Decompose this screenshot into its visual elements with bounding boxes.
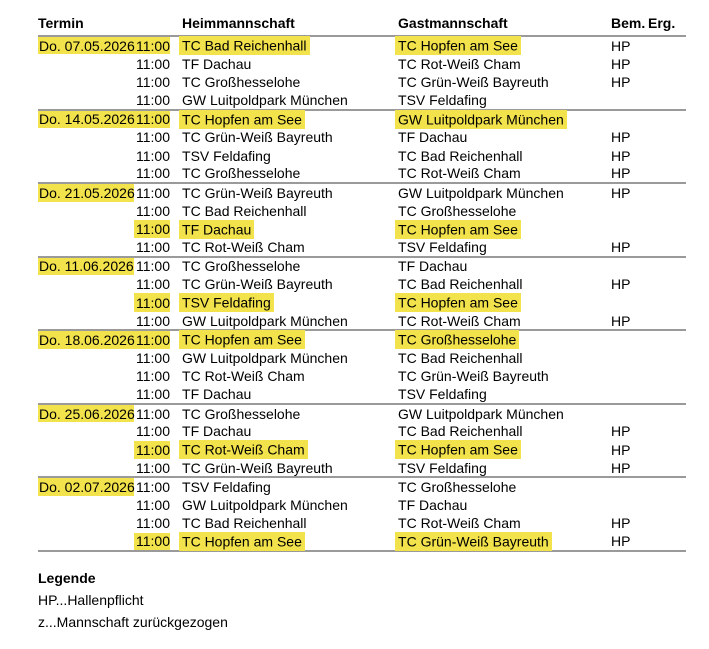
match-row <box>38 533 686 551</box>
termin-time-cell: 11:00 <box>136 37 170 54</box>
legend-item-z: z...Mannschaft zurückgezogen <box>38 613 228 630</box>
termin-time-cell: 11:00 <box>136 258 170 275</box>
home-team-cell-text: TF Dachau <box>179 220 254 239</box>
home-team-cell: TC Großhesselohe <box>182 165 301 182</box>
match-row <box>38 73 686 91</box>
termin-date-cell: Do. 07.05.2026 <box>39 37 135 54</box>
home-team-cell: TF Dachau <box>182 423 252 440</box>
termin-time-cell: 11:00 <box>136 441 170 458</box>
bemerkung-cell: HP <box>611 183 648 201</box>
match-row <box>38 202 686 220</box>
guest-team-cell-text: TC Hopfen am See <box>395 293 521 312</box>
termin-time-cell: 11:00 <box>136 276 170 293</box>
termin-date-cell <box>38 533 134 551</box>
termin-date-cell: Do. 02.07.2026 <box>39 479 135 496</box>
guest-team-cell: TSV Feldafing <box>398 91 487 108</box>
home-team-cell-text: TC Hopfen am See <box>179 110 305 129</box>
termin-time-cell: 11:00 <box>136 294 170 311</box>
termin-time-cell: 11:00 <box>136 331 170 348</box>
termin-time-cell: 11:00 <box>136 459 170 476</box>
bemerkung-cell <box>611 202 648 220</box>
home-team-cell: TSV Feldafing <box>182 147 271 164</box>
date-group <box>38 257 686 331</box>
home-team-cell-text: TSV Feldafing <box>179 293 274 312</box>
bemerkung-cell: HP <box>611 423 631 440</box>
bemerkung-cell: HP <box>611 37 631 54</box>
guest-team-cell-text: GW Luitpoldpark München <box>395 110 567 129</box>
termin-date-cell <box>38 459 134 477</box>
termin-date-cell <box>38 165 134 183</box>
home-team-cell: TF Dachau <box>182 55 252 72</box>
column-header-termin: Termin <box>38 12 170 36</box>
termin-date-cell <box>38 349 134 367</box>
ergebnis-cell <box>648 110 686 128</box>
bemerkung-cell <box>611 477 648 495</box>
termin-time-cell: 11:00 <box>136 533 170 550</box>
bemerkung-cell <box>611 385 648 403</box>
guest-team-cell: TC Rot-Weiß Cham <box>398 312 521 329</box>
date-group <box>38 183 686 257</box>
match-row <box>38 404 686 422</box>
termin-date-cell <box>38 275 134 293</box>
termin-time-cell: 11:00 <box>136 221 170 238</box>
termin-date-cell <box>38 496 134 514</box>
termin-date-cell <box>38 238 134 256</box>
ergebnis-cell <box>648 459 686 477</box>
home-team-cell <box>170 293 398 311</box>
termin-time-cell: 11:00 <box>136 91 170 108</box>
ergebnis-cell <box>648 36 686 54</box>
ergebnis-cell <box>648 367 686 385</box>
ergebnis-cell <box>648 477 686 495</box>
termin-time-cell: 11:00 <box>136 312 170 329</box>
termin-date-cell <box>38 146 134 164</box>
termin-time-cell: 11:00 <box>136 368 170 385</box>
termin-date-cell <box>38 441 134 459</box>
match-row <box>38 128 686 146</box>
bemerkung-cell <box>611 293 648 311</box>
legend-title: Legende <box>38 569 96 586</box>
guest-team-cell: TC Großhesselohe <box>398 202 517 219</box>
ergebnis-cell <box>648 496 686 514</box>
guest-team-cell-text: TC Hopfen am See <box>395 220 521 239</box>
guest-team-cell-text: TC Hopfen am See <box>395 36 521 55</box>
guest-team-cell: TC Grün-Weiß Bayreuth <box>398 73 549 90</box>
home-team-cell: GW Luitpoldpark München <box>182 312 348 329</box>
guest-team-cell: TC Großhesselohe <box>398 477 611 495</box>
ergebnis-cell <box>648 91 686 109</box>
home-team-cell-text: TC Hopfen am See <box>179 532 305 551</box>
ergebnis-cell <box>648 146 686 164</box>
home-team-cell <box>170 110 398 128</box>
termin-date-cell <box>38 220 134 238</box>
home-team-cell: TC Rot-Weiß Cham <box>182 238 305 255</box>
guest-team-cell <box>398 220 611 238</box>
ergebnis-cell <box>648 514 686 532</box>
guest-team-cell-text: TC Grün-Weiß Bayreuth <box>395 532 552 551</box>
column-header-erg: Erg. <box>648 12 686 36</box>
ergebnis-cell <box>648 312 686 330</box>
termin-date-cell: Do. 11.06.2026 <box>39 258 134 275</box>
home-team-cell: GW Luitpoldpark München <box>182 91 348 108</box>
home-team-cell: TC Grün-Weiß Bayreuth <box>170 183 398 201</box>
match-row <box>38 422 686 440</box>
match-row <box>38 91 686 109</box>
bemerkung-cell: HP <box>611 441 631 458</box>
termin-date-cell: Do. 25.06.2026 <box>39 405 135 422</box>
match-row <box>38 330 686 348</box>
home-team-cell: TC Rot-Weiß Cham <box>182 368 305 385</box>
bemerkung-cell: HP <box>611 238 631 255</box>
home-team-cell-text: TC Bad Reichenhall <box>179 36 310 55</box>
home-team-cell: GW Luitpoldpark München <box>182 496 348 513</box>
match-row <box>38 367 686 385</box>
bemerkung-cell <box>611 367 648 385</box>
match-row <box>38 385 686 403</box>
termin-time-cell: 11:00 <box>136 479 170 496</box>
match-row <box>38 165 686 183</box>
ergebnis-cell <box>648 349 686 367</box>
guest-team-cell: TSV Feldafing <box>398 459 487 476</box>
match-row <box>38 54 686 72</box>
match-row <box>38 257 686 275</box>
home-team-cell-text: TC Hopfen am See <box>179 330 305 349</box>
guest-team-cell: TC Bad Reichenhall <box>398 423 523 440</box>
guest-team-cell <box>398 533 611 551</box>
bemerkung-cell: HP <box>611 165 631 182</box>
bemerkung-cell: HP <box>611 459 631 476</box>
termin-time-cell: 11:00 <box>136 165 170 182</box>
match-schedule-table <box>38 12 686 552</box>
termin-date-cell: Do. 14.05.2026 <box>39 111 135 128</box>
ergebnis-cell <box>648 441 686 459</box>
termin-time-cell: 11:00 <box>136 202 170 219</box>
ergebnis-cell <box>648 183 686 201</box>
home-team-cell: TC Bad Reichenhall <box>182 202 307 219</box>
home-team-cell: TC Grün-Weiß Bayreuth <box>182 459 333 476</box>
termin-date-cell <box>38 128 134 146</box>
termin-time-cell: 11:00 <box>136 349 170 366</box>
termin-time-cell: 11:00 <box>136 147 170 164</box>
termin-date-cell <box>38 293 134 311</box>
guest-team-cell: TF Dachau <box>398 129 468 146</box>
home-team-cell <box>170 533 398 551</box>
ergebnis-cell <box>648 220 686 238</box>
home-team-cell: TC Grün-Weiß Bayreuth <box>182 129 333 146</box>
home-team-cell: TC Grün-Weiß Bayreuth <box>182 276 333 293</box>
match-row <box>38 293 686 311</box>
header-row <box>38 12 686 36</box>
ergebnis-cell <box>648 385 686 403</box>
match-row <box>38 441 686 459</box>
bemerkung-cell <box>611 330 648 348</box>
guest-team-cell <box>398 441 611 459</box>
bemerkung-cell: HP <box>611 533 631 550</box>
guest-team-cell <box>398 330 611 348</box>
home-team-cell <box>170 220 398 238</box>
ergebnis-cell <box>648 73 686 91</box>
date-group <box>38 36 686 110</box>
termin-date-cell <box>38 54 134 72</box>
ergebnis-cell <box>648 165 686 183</box>
ergebnis-cell <box>648 330 686 348</box>
ergebnis-cell <box>648 54 686 72</box>
termin-time-cell: 11:00 <box>136 238 170 255</box>
bemerkung-cell <box>611 349 648 367</box>
match-row <box>38 496 686 514</box>
guest-team-cell: TC Grün-Weiß Bayreuth <box>398 368 549 385</box>
guest-team-cell: TC Rot-Weiß Cham <box>398 515 521 532</box>
bemerkung-cell <box>611 91 648 109</box>
guest-team-cell: TC Rot-Weiß Cham <box>398 55 521 72</box>
date-group <box>38 477 686 551</box>
termin-time-cell: 11:00 <box>136 515 170 532</box>
match-row <box>38 349 686 367</box>
guest-team-cell: GW Luitpoldpark München <box>398 183 611 201</box>
termin-date-cell <box>38 367 134 385</box>
bemerkung-cell <box>611 110 648 128</box>
guest-team-cell-text: TC Großhesselohe <box>395 330 519 349</box>
bemerkung-cell: HP <box>611 276 631 293</box>
match-row <box>38 312 686 330</box>
termin-time-cell: 11:00 <box>136 111 170 128</box>
bemerkung-cell <box>611 404 648 422</box>
termin-date-cell <box>38 385 134 403</box>
termin-date-cell <box>38 73 134 91</box>
table-header <box>38 12 686 36</box>
ergebnis-cell <box>648 257 686 275</box>
match-row <box>38 110 686 128</box>
ergebnis-cell <box>648 293 686 311</box>
termin-date-cell <box>38 422 134 440</box>
bemerkung-cell: HP <box>611 515 631 532</box>
home-team-cell-text: TC Rot-Weiß Cham <box>179 440 308 459</box>
bemerkung-cell: HP <box>611 129 631 146</box>
guest-team-cell <box>398 110 611 128</box>
ergebnis-cell <box>648 202 686 220</box>
date-group <box>38 330 686 404</box>
termin-time-cell: 11:00 <box>136 405 170 422</box>
home-team-cell <box>170 330 398 348</box>
termin-date-cell <box>38 514 134 532</box>
match-row <box>38 36 686 54</box>
guest-team-cell: TC Bad Reichenhall <box>398 276 523 293</box>
bemerkung-cell <box>611 496 648 514</box>
ergebnis-cell <box>648 238 686 256</box>
match-row <box>38 275 686 293</box>
home-team-cell: TC Bad Reichenhall <box>182 515 307 532</box>
ergebnis-cell <box>648 275 686 293</box>
guest-team-cell: TSV Feldafing <box>398 238 487 255</box>
termin-date-cell: Do. 21.05.2026 <box>39 184 135 201</box>
home-team-cell <box>170 441 398 459</box>
legend <box>38 567 709 633</box>
termin-time-cell: 11:00 <box>136 55 170 72</box>
bemerkung-cell: HP <box>611 147 631 164</box>
guest-team-cell: TF Dachau <box>398 496 468 513</box>
guest-team-cell: GW Luitpoldpark München <box>398 404 611 422</box>
ergebnis-cell <box>648 422 686 440</box>
bemerkung-cell <box>611 257 648 275</box>
date-group <box>38 404 686 478</box>
legend-item-hp: HP...Hallenpflicht <box>38 591 144 608</box>
bemerkung-cell <box>611 220 648 238</box>
guest-team-cell: TC Bad Reichenhall <box>398 147 523 164</box>
match-row <box>38 183 686 201</box>
guest-team-cell-text: TC Hopfen am See <box>395 440 521 459</box>
match-row <box>38 146 686 164</box>
column-header-gastmannschaft: Gastmannschaft <box>398 12 611 36</box>
home-team-cell: TC Großhesselohe <box>170 257 398 275</box>
termin-time-cell: 11:00 <box>136 386 170 403</box>
ergebnis-cell <box>648 533 686 551</box>
termin-time-cell: 11:00 <box>136 184 170 201</box>
termin-time-cell: 11:00 <box>136 496 170 513</box>
home-team-cell: TSV Feldafing <box>170 477 398 495</box>
match-row <box>38 459 686 477</box>
match-row <box>38 477 686 495</box>
termin-time-cell: 11:00 <box>136 129 170 146</box>
home-team-cell: TC Großhesselohe <box>182 73 301 90</box>
guest-team-cell <box>398 36 611 54</box>
termin-time-cell: 11:00 <box>136 73 170 90</box>
termin-time-cell: 11:00 <box>136 423 170 440</box>
guest-team-cell: TC Bad Reichenhall <box>398 349 523 366</box>
termin-date-cell <box>38 202 134 220</box>
ergebnis-cell <box>648 404 686 422</box>
guest-team-cell: TC Rot-Weiß Cham <box>398 165 521 182</box>
bemerkung-cell: HP <box>611 55 631 72</box>
termin-date-cell <box>38 91 134 109</box>
home-team-cell: TC Großhesselohe <box>170 404 398 422</box>
match-row <box>38 238 686 256</box>
termin-date-cell: Do. 18.06.2026 <box>39 331 135 348</box>
column-header-bem: Bem. <box>611 12 648 36</box>
match-row <box>38 220 686 238</box>
guest-team-cell: TSV Feldafing <box>398 386 487 403</box>
bemerkung-cell: HP <box>611 312 631 329</box>
home-team-cell: GW Luitpoldpark München <box>182 349 348 366</box>
match-row <box>38 514 686 532</box>
home-team-cell <box>170 36 398 54</box>
guest-team-cell: TF Dachau <box>398 257 611 275</box>
column-header-heimmannschaft: Heimmannschaft <box>170 12 398 36</box>
guest-team-cell <box>398 293 611 311</box>
home-team-cell: TF Dachau <box>182 386 252 403</box>
ergebnis-cell <box>648 128 686 146</box>
date-group <box>38 110 686 184</box>
bemerkung-cell: HP <box>611 73 631 90</box>
termin-date-cell <box>38 312 134 330</box>
